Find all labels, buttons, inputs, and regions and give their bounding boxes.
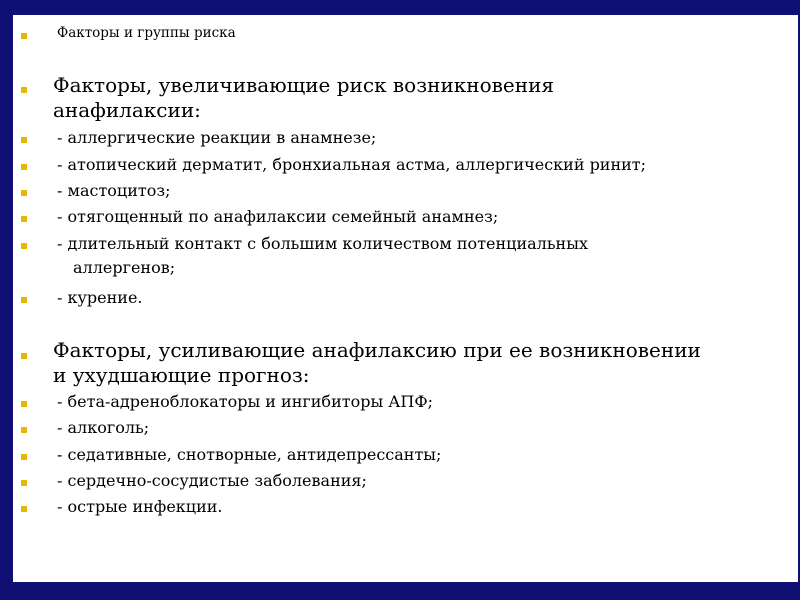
list-item: - бета-адреноблокаторы и ингибиторы АПФ; [57, 392, 434, 411]
bullet-icon [21, 506, 27, 512]
bullet-icon [21, 454, 27, 460]
list-item: - алкоголь; [57, 418, 150, 437]
bullet-icon [21, 427, 27, 433]
bullet-icon [21, 164, 27, 170]
section1-heading-line1: Факторы, увеличивающие риск возникновения [53, 73, 555, 97]
slide [13, 15, 798, 582]
bullet-icon [21, 33, 27, 39]
list-item-continuation: аллергенов; [73, 258, 176, 277]
bullet-icon [21, 137, 27, 143]
bullet-icon [21, 87, 27, 93]
list-item: - сердечно-сосудистые заболевания; [57, 471, 367, 490]
list-item: - курение. [57, 288, 143, 307]
bullet-icon [21, 480, 27, 486]
list-item: - длительный контакт с большим количеством потенциальных [57, 234, 588, 253]
list-item: - острые инфекции. [57, 497, 223, 516]
bullet-icon [21, 297, 27, 303]
bullet-icon [21, 190, 27, 196]
section2-heading-line1: Факторы, усиливающие анафилаксию при ее возникновении [53, 338, 701, 362]
bullet-icon [21, 401, 27, 407]
bullet-icon [21, 353, 27, 359]
list-item: - мастоцитоз; [57, 181, 171, 200]
list-item: - седативные, снотворные, антидепрессанты; [57, 445, 442, 464]
section1-heading-line2: анафилаксии: [53, 98, 201, 122]
bullet-icon [21, 216, 27, 222]
section2-heading-line2: и ухудшающие прогноз: [53, 363, 310, 387]
bullet-icon [21, 243, 27, 249]
list-item: - аллергические реакции в анамнезе; [57, 128, 377, 147]
slide-title: Факторы и группы риска [57, 25, 236, 41]
list-item: - атопический дерматит, бронхиальная астма, аллергический ринит; [57, 155, 647, 174]
list-item: - отягощенный по анафилаксии семейный анамнез; [57, 207, 499, 226]
